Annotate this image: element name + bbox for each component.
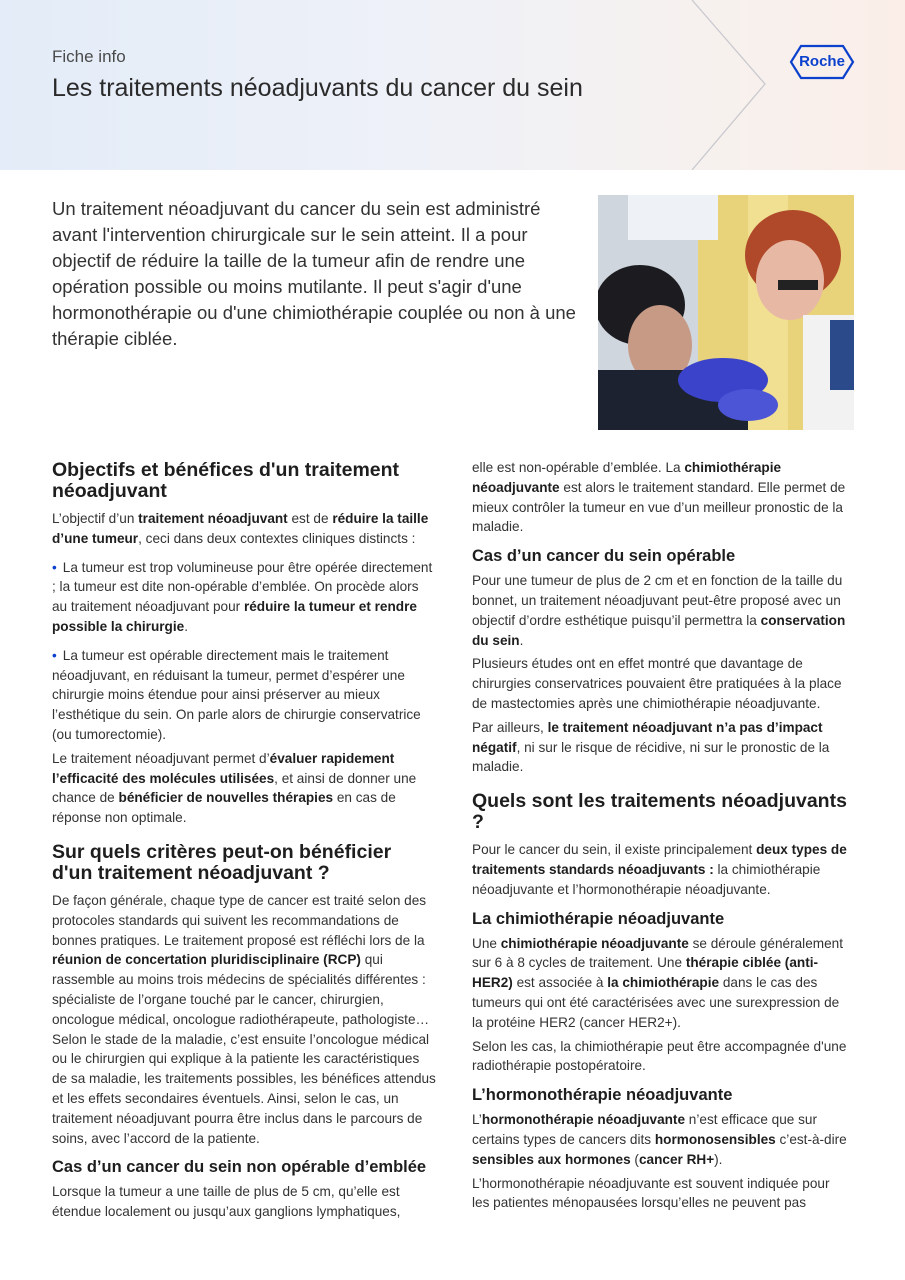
paragraph-criteres: De façon générale, chaque type de cancer est traité selon des protocoles standards qui suivent les recommandations de bonnes pratiques. Le traitement proposé est réfléchi lors de la réunion de concertation pluridisciplinaire (RCP) qui rassemble au moins trois médecins de spécialités différentes : spécialiste de l’organe touché par le cancer, chirurgien, oncologue médical, oncologue radiothérapeute, pathologiste… Selon le stade de la maladie, c’est ensuite l’oncologue médical ou le chirurgien qui explique à la patiente les caractéristiques de sa maladie, les traitements possibles, les bénéfices attendus et les effets secondaires éventuels. Ainsi, selon le cas, un traitement néoadjuvant pourra être inclus dans le parcours de soins, avec l’accord de la patiente. [52, 892, 436, 1146]
section-title-objectifs: Objectifs et bénéfices d'un traitement néoadjuvant [52, 459, 400, 502]
left-column [52, 460, 436, 1226]
page-title: Les traitements néoadjuvants du cancer du sein [52, 74, 583, 102]
paragraph-evaluation: Le traitement néoadjuvant permet d’évaluer rapidement l’efficacité des molécules utilisées, et ainsi de donner une chance de bénéficier de nouvelles thérapies en cas de réponse non optimale. [52, 750, 417, 826]
header-banner [0, 0, 905, 170]
section-title-traitements: Quels sont les traitements néoadjuvants ? [472, 790, 847, 834]
section-title-operable: Cas d’un cancer du sein opérable [472, 547, 736, 566]
paragraph-chimiotherapie: Une chimiothérapie néoadjuvante se déroule généralement sur 6 à 8 cycles de traitement. Une thérapie ciblée (anti-HER2) est associée à la chimiothérapie dans le cas des tumeurs qui ont été caractérisées avec une surexpression de la protéine HER2 (cancer HER2+). [472, 935, 843, 1030]
intro-paragraph: Un traitement néoadjuvant du cancer du sein est administré avant l'intervention chirurgicale sur le sein atteint. Il a pour objectif de réduire la taille de la tumeur afin de rendre une opération possible ou moins mutilante. Il peut s'agir d'une hormonothérapie ou d'une chimiothérapie couplée ou non à une thérapie ciblée. [52, 198, 576, 349]
paragraph-radiotherapie: Selon les cas, la chimiothérapie peut être accompagnée d'une radiothérapie postopératoire. [472, 1038, 847, 1074]
paragraph-continuation: elle est non-opérable d’emblée. La chimiothérapie néoadjuvante est alors le traitement standard. Elle permet de mieux contrôler la tumeur en vue d’un meilleur pronostic de la maladie. [472, 460, 846, 535]
hero-photo [598, 195, 854, 430]
logo-text: Roche [799, 53, 845, 70]
paragraph-menopause: L’hormonothérapie néoadjuvante est souvent indiquée pour les patientes ménopausées lorsqu’elles ne peuvent pas [472, 1175, 830, 1211]
paragraph-hormonotherapie: L’hormonothérapie néoadjuvante n’est efficace que sur certains types de cancers dits hormonosensibles c’est-à-dire sensibles aux hormones (cancer RH+). [472, 1112, 847, 1167]
section-title-non-operable: Cas d’un cancer du sein non opérable d’emblée [52, 1158, 427, 1177]
section-title-hormonotherapie: L’hormonothérapie néoadjuvante [472, 1086, 733, 1105]
section-title-chimiotherapie: La chimiothérapie néoadjuvante [472, 909, 725, 928]
document-type-label: Fiche info [52, 47, 126, 66]
bullet-non-operable: • La tumeur est trop volumineuse pour être opérée directement ; la tumeur est dite non-opérable d’emblée. On procède alors au traitement néoadjuvant pour réduire la tumeur et rendre possible la chirurgie. [52, 558, 436, 637]
bullet-operable: • La tumeur est opérable directement mais le traitement néoadjuvant, en réduisant la tumeur, permet d’espérer une chirurgie moins étendue pour ainsi préserver au mieux l’esthétique du sein. On parle alors de chirurgie conservatrice (ou tumorectomie). [52, 646, 436, 745]
paragraph-types: Pour le cancer du sein, il existe principalement deux types de traitements standards néoadjuvants : la chimiothérapie néoadjuvante et l’hormonothérapie néoadjuvante. [472, 842, 847, 897]
paragraph-non-operable: Lorsque la tumeur a une taille de plus de 5 cm, qu’elle est étendue localement ou jusqu’aux ganglions lymphatiques, [52, 1184, 401, 1220]
right-column [472, 458, 850, 1217]
paragraph-impact: Par ailleurs, le traitement néoadjuvant n’a pas d’impact négatif, ni sur le risque de récidive, ni sur le pronostic de la maladie. [472, 719, 830, 775]
section-title-criteres: Sur quels critères peut-on bénéficier d'un traitement néoadjuvant ? [52, 840, 392, 884]
roche-logo [789, 44, 855, 80]
paragraph-operable: Pour une tumeur de plus de 2 cm et en fonction de la taille du bonnet, un traitement néoadjuvant peut-être proposé avec un objectif d’ordre esthétique puisqu’il permettra la conservation du sein. [472, 573, 846, 648]
paragraph-objectif: L’objectif d’un traitement néoadjuvant est de réduire la taille d’une tumeur, ceci dans deux contextes cliniques distincts : [52, 511, 429, 546]
paragraph-etudes: Plusieurs études ont en effet montré que davantage de chirurgies conservatrices pouvaient être pratiquées à la place de mastectomies après une chimiothérapie néoadjuvante. [472, 656, 842, 711]
